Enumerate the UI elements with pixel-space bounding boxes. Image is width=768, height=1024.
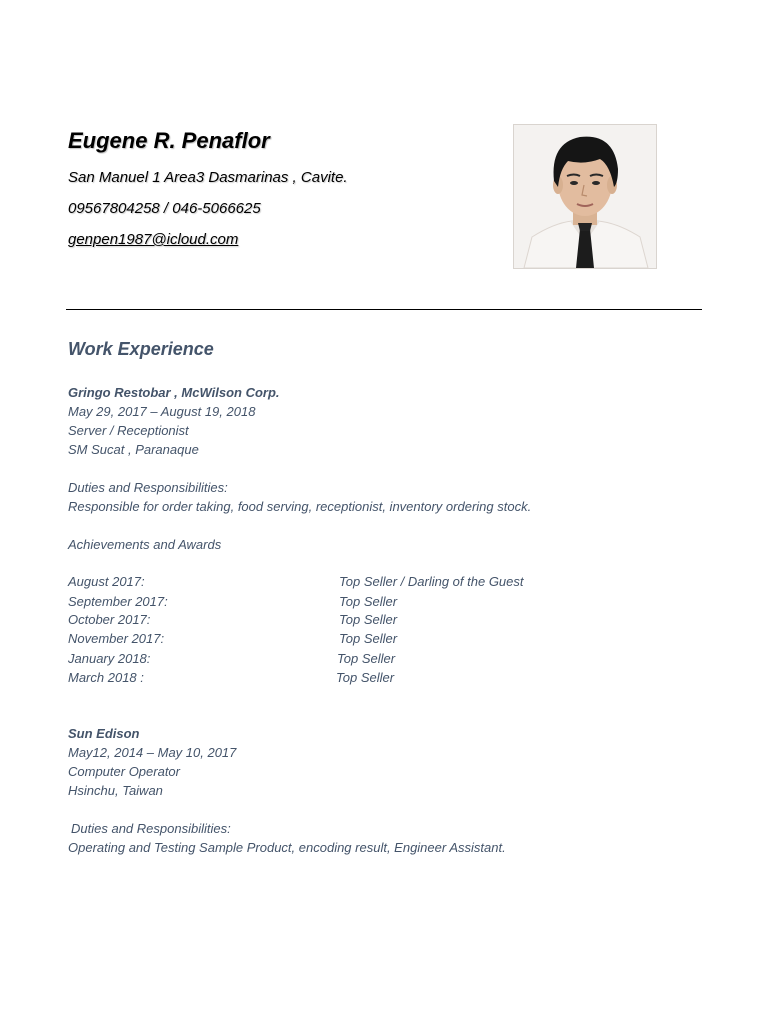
award-month: November 2017:	[68, 631, 165, 646]
award-title: Top Seller	[339, 612, 398, 627]
achievements-label: Achievements and Awards	[68, 537, 222, 552]
duties-text: Responsible for order taking, food serving, receptionist, inventory ordering stock.	[68, 499, 532, 514]
job-company: Gringo Restobar , McWilson Corp.	[68, 385, 280, 400]
job-dates: May 29, 2017 – August 19, 2018	[68, 404, 256, 419]
applicant-name: Eugene R. Penaflor	[68, 128, 270, 153]
header-divider	[66, 309, 702, 310]
award-title: Top Seller	[337, 651, 396, 666]
award-month: September 2017:	[68, 594, 168, 609]
job-company: Sun Edison	[68, 726, 140, 741]
job-dates: May12, 2014 – May 10, 2017	[68, 745, 237, 760]
award-title: Top Seller	[339, 631, 398, 646]
job-position: Computer Operator	[68, 764, 180, 779]
phone-numbers: 09567804258 / 046-5066625	[68, 200, 261, 217]
award-title: Top Seller / Darling of the Guest	[339, 574, 524, 589]
award-month: October 2017:	[68, 612, 151, 627]
award-title: Top Seller	[339, 594, 398, 609]
job-position: Server / Receptionist	[68, 423, 189, 438]
award-month: August 2017:	[68, 574, 145, 589]
duties-text: Operating and Testing Sample Product, encoding result, Engineer Assistant.	[68, 840, 506, 855]
profile-photo	[513, 124, 657, 269]
job-location: SM Sucat , Paranaque	[68, 442, 199, 457]
duties-label: Duties and Responsibilities:	[71, 821, 231, 836]
duties-label: Duties and Responsibilities:	[68, 480, 228, 495]
job-location: Hsinchu, Taiwan	[68, 783, 163, 798]
address: San Manuel 1 Area3 Dasmarinas , Cavite.	[68, 169, 348, 186]
award-month: January 2018:	[68, 651, 151, 666]
section-heading-work-experience: Work Experience	[68, 339, 214, 359]
email-link[interactable]: genpen1987@icloud.com	[68, 231, 239, 248]
portrait-illustration	[514, 125, 656, 268]
award-title: Top Seller	[336, 670, 395, 685]
award-month: March 2018 :	[68, 670, 144, 685]
